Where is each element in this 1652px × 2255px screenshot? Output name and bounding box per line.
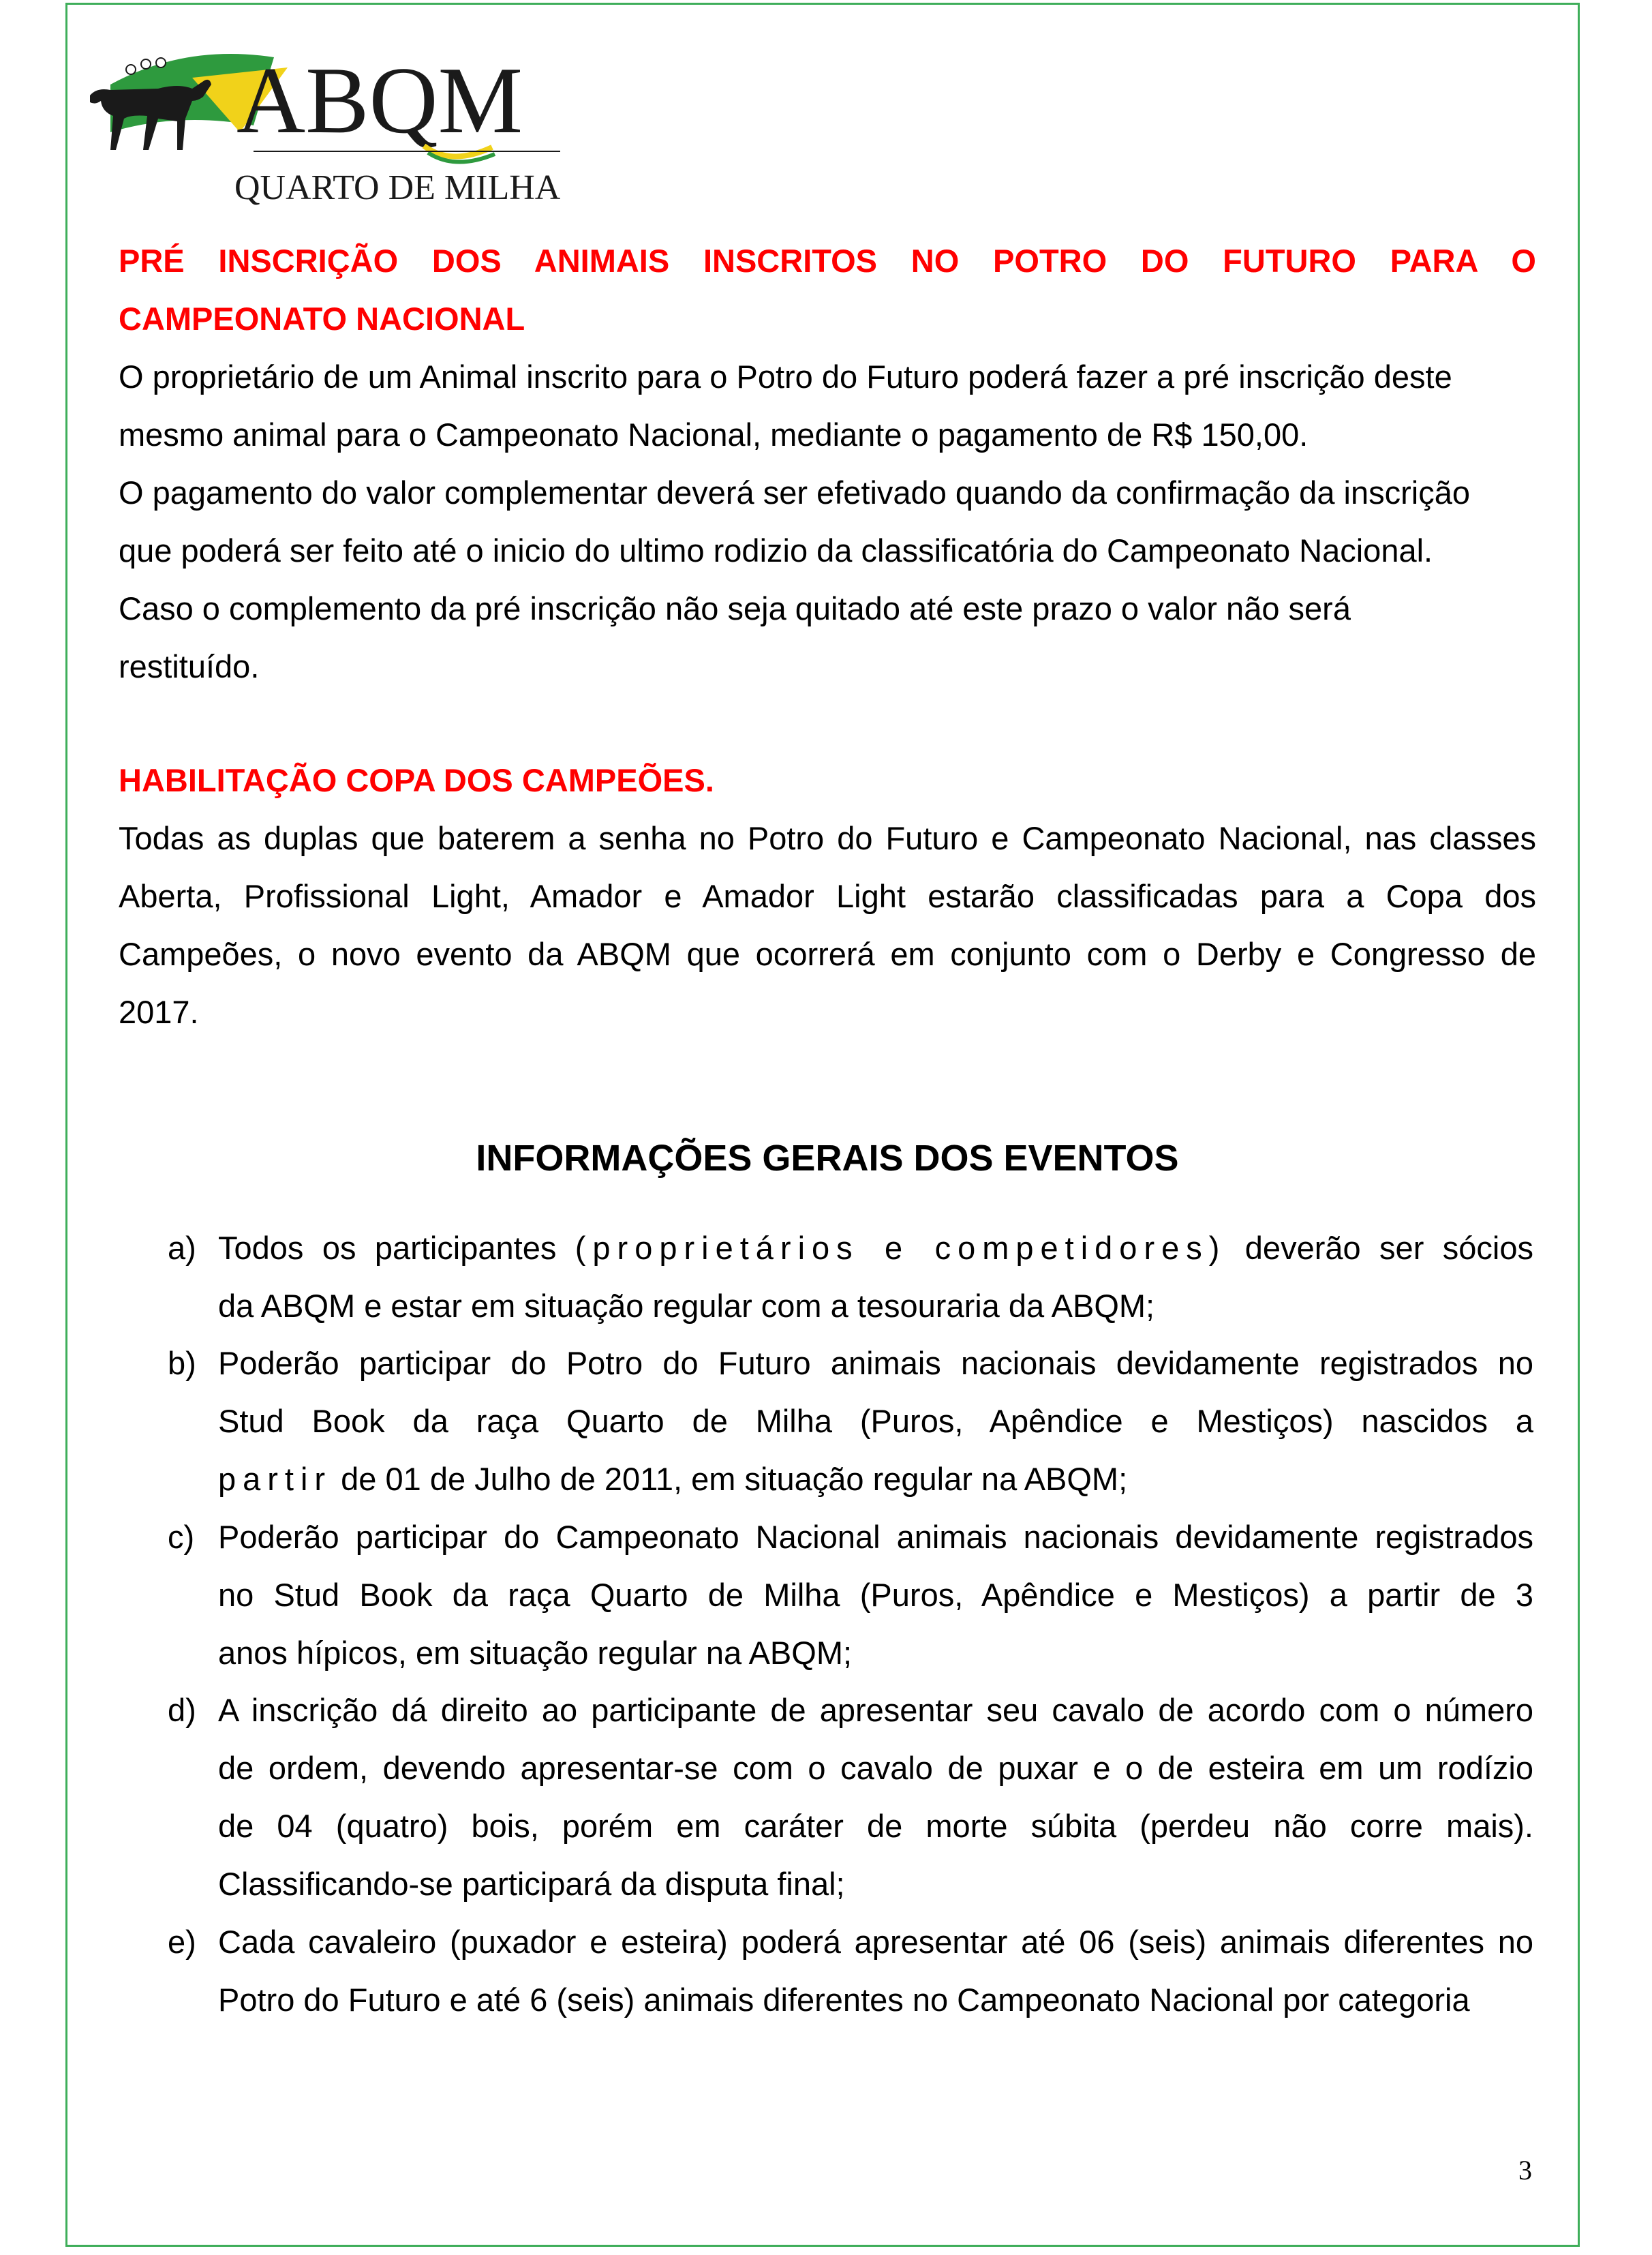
list-item-line xyxy=(218,1450,1533,1508)
logo-brand-text: ABQM xyxy=(236,48,523,153)
list-item-b xyxy=(168,1334,1533,1508)
list-item-line: da ABQM e estar em situação regular com a tesouraria da ABQM; xyxy=(218,1288,1155,1324)
section2-line: Todas as duplas que baterem a senha no Potro do Futuro e Campeonato Nacional, nas classes xyxy=(119,820,1536,856)
section1-line: que poderá ser feito até o inicio do ultimo rodizio da classificatória do Campeonato Nacional. xyxy=(119,532,1433,569)
section2-heading: HABILITAÇÃO COPA DOS CAMPEÕES. xyxy=(119,762,714,798)
list-item-e xyxy=(168,1913,1533,2029)
section2-line: Aberta, Profissional Light, Amador e Amador Light estarão classificadas para a Copa dos xyxy=(119,878,1536,914)
list-item-line: Poderão participar do Potro do Futuro animais nacionais devidamente registrados no xyxy=(218,1345,1533,1381)
list-item-line: de 04 (quatro) bois, porém em caráter de morte súbita (perdeu não corre mais). xyxy=(218,1808,1533,1844)
list-item-line: Cada cavaleiro (puxador e esteira) poderá apresentar até 06 (seis) animais diferentes no xyxy=(218,1924,1533,1960)
section1-line: Caso o complemento da pré inscrição não seja quitado até este prazo o valor não será xyxy=(119,590,1351,626)
list-item-line: Poderão participar do Campeonato Nacional animais nacionais devidamente registrados xyxy=(218,1519,1533,1555)
list-item-label: b) xyxy=(168,1345,196,1381)
section3-title: INFORMAÇÕES GERAIS DOS EVENTOS xyxy=(476,1138,1179,1179)
logo-tagline-text: QUARTO DE MILHA xyxy=(234,168,561,207)
list-item-line: Classificando-se participará da disputa final; xyxy=(218,1866,845,1902)
list-item-label: c) xyxy=(168,1519,195,1555)
section1-line: mesmo animal para o Campeonato Nacional, mediante o pagamento de R$ 150,00. xyxy=(119,417,1309,453)
section1-heading-line1: PRÉ INSCRIÇÃO DOS ANIMAIS INSCRITOS NO POTRO DO FUTURO PARA O xyxy=(119,243,1536,279)
list-item-a xyxy=(168,1219,1533,1335)
list-item-c xyxy=(168,1508,1533,1682)
section1-line: restituído. xyxy=(119,648,260,684)
list-item-line: Stud Book da raça Quarto de Milha (Puros, Apêndice e Mestiços) nascidos a xyxy=(218,1403,1533,1439)
list-item-spaced-text: (proprietários e competidores) xyxy=(575,1230,1227,1266)
list-item-text: de 01 de Julho de 2011, em situação regular na ABQM; xyxy=(341,1461,1128,1497)
section2-line: 2017. xyxy=(119,994,199,1030)
section1-line: O proprietário de um Animal inscrito para o Potro do Futuro poderá fazer a pré inscrição deste xyxy=(119,359,1452,395)
list-item-line: Potro do Futuro e até 6 (seis) animais diferentes no Campeonato Nacional por categoria xyxy=(218,1982,1470,2018)
list-item-text: Todos os participantes xyxy=(218,1230,557,1266)
section1-heading-line2: CAMPEONATO NACIONAL xyxy=(119,301,525,337)
section1-body xyxy=(119,348,1536,695)
list-item-line: de ordem, devendo apresentar-se com o cavalo de puxar e o de esteira em um rodízio xyxy=(218,1750,1533,1786)
section2-line: Campeões, o novo evento da ABQM que ocorrerá em conjunto com o Derby e Congresso de xyxy=(119,936,1536,972)
list-item-label: a) xyxy=(168,1230,196,1266)
page-number: 3 xyxy=(1518,2155,1532,2185)
section1-line: O pagamento do valor complementar deverá ser efetivado quando da confirmação da inscrição xyxy=(119,474,1470,511)
list-item-line: no Stud Book da raça Quarto de Milha (Puros, Apêndice e Mestiços) a partir de 3 xyxy=(218,1577,1533,1613)
list-item-label: d) xyxy=(168,1692,196,1728)
list-item-spaced-text: partir xyxy=(218,1461,333,1497)
abqm-logo xyxy=(83,30,581,214)
list-item-text: deverão ser sócios xyxy=(1244,1230,1533,1266)
list-item-line: anos hípicos, em situação regular na ABQM; xyxy=(218,1635,853,1671)
list-item-label: e) xyxy=(168,1924,196,1960)
section2-body xyxy=(119,809,1536,1041)
list-item-line: A inscrição dá direito ao participante de apresentar seu cavalo de acordo com o número xyxy=(218,1692,1533,1728)
list-item-line xyxy=(218,1219,1533,1277)
list-item-d xyxy=(168,1681,1533,1913)
